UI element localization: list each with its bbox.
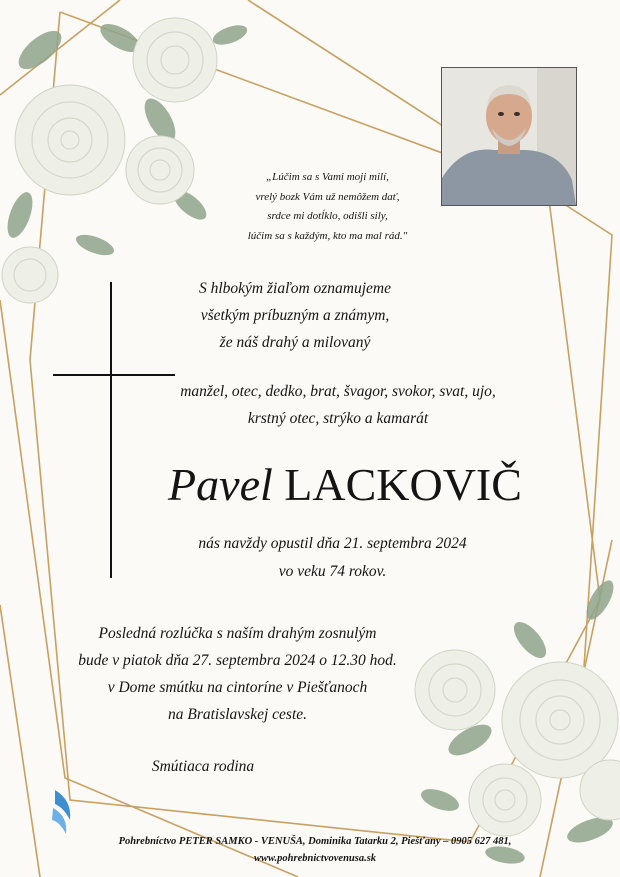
funeral-home-footer: [55, 833, 575, 867]
funeral-line: na Bratislavskej ceste.: [167, 706, 308, 723]
funeral-line: v Dome smútku na cintoríne v Piešťanoch: [107, 679, 368, 696]
quote-line: „Lúčim sa s Vami moji milí,: [266, 171, 389, 183]
relations-line: krstný otec, strýko a kamarát: [247, 410, 429, 427]
announcement-line: všetkým príbuzným a známym,: [200, 307, 390, 324]
footer-address: Pohrebníctvo PETER SAMKO - VENUŠA, Dominika Tatarku 2, Piešťany – 0905 627 481,: [118, 836, 512, 847]
age-line: vo veku 74 rokov.: [278, 563, 387, 580]
announcement-line: že náš drahý a milovaný: [219, 334, 371, 351]
first-name: Pavel: [168, 459, 273, 510]
mourning-family: Smútiaca rodina: [151, 758, 255, 775]
quote-line: lúčim sa s každým, kto ma mal rád.": [247, 229, 408, 242]
relations-line: manžel, otec, dedko, brat, švagor, svokor, svat, ujo,: [180, 383, 496, 400]
quote-line: srdce mi dotĺklo, odišli sily,: [267, 210, 388, 222]
last-name: LACKOVIČ: [284, 459, 522, 510]
death-line: nás navždy opustil dňa 21. septembra 2024: [198, 535, 467, 552]
quote-line: vrelý bozk Vám už nemôžem dať,: [255, 190, 400, 203]
announcement-line: S hlbokým žiaľom oznamujeme: [198, 280, 392, 297]
funeral-line: bude v piatok dňa 27. septembra 2024 o 12.30 hod.: [78, 652, 397, 669]
funeral-line: Posledná rozlúčka s naším drahým zosnulým: [98, 625, 377, 642]
footer-website-link[interactable]: www.pohrebnictvovenusa.sk: [253, 853, 377, 864]
